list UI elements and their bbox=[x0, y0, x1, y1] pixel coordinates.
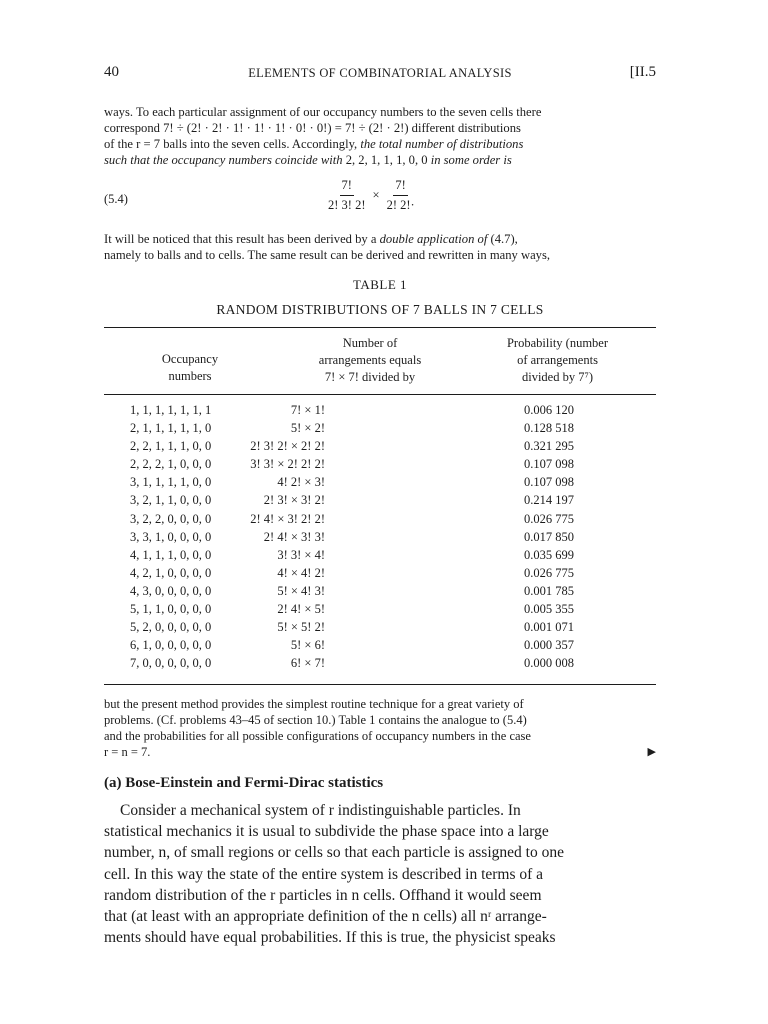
arrangements-cell: 2! 4! × 5! bbox=[277, 602, 325, 617]
table-row bbox=[104, 439, 656, 457]
paragraph-2-line-1-ref: (4.7), bbox=[490, 232, 518, 246]
arrangements-cell: 4! × 4! 2! bbox=[277, 565, 325, 580]
paragraph-1-line-4 bbox=[104, 152, 658, 168]
table-row bbox=[104, 548, 656, 566]
paragraph-3-line-4-text: r = n = 7. bbox=[104, 745, 151, 759]
table-row bbox=[104, 656, 656, 674]
header-occupancy-line-2: numbers bbox=[168, 369, 212, 383]
section-heading: (a) Bose-Einstein and Fermi-Dirac statistics bbox=[104, 775, 384, 791]
paragraph-1-line-4-italic: such that the occupancy numbers coincide with bbox=[104, 153, 343, 167]
probability-cell: 0.107 098 bbox=[524, 475, 574, 490]
arrangements-cell: 2! 3! 2! × 2! 2! bbox=[250, 439, 325, 454]
paragraph-4-line-3: number, n, of small regions or cells so that each particle is assigned to one bbox=[104, 844, 564, 862]
arrangements-cell: 4! 2! × 3! bbox=[277, 475, 325, 490]
table-row bbox=[104, 457, 656, 475]
probability-cell: 0.006 120 bbox=[524, 403, 574, 417]
header-probability-line-1: Probability (number bbox=[506, 336, 609, 350]
table-row bbox=[104, 584, 656, 602]
probability-cell: 0.026 775 bbox=[524, 565, 574, 580]
paragraph-2-line-2: namely to balls and to cells. The same result can be derived and rewritten in many ways, bbox=[104, 248, 551, 262]
table-header-rule bbox=[104, 394, 656, 395]
paragraph-3-line-2: problems. (Cf. problems 43–45 of section 10.) Table 1 contains the analogue to (5.4) bbox=[104, 713, 527, 727]
arrangements-cell: 5! × 5! 2! bbox=[277, 620, 325, 635]
fraction-1-numerator: 7! bbox=[340, 178, 354, 196]
equation-fraction-1 bbox=[326, 178, 368, 213]
probability-cell: 0.035 699 bbox=[524, 547, 574, 562]
occupancy-cell: 2, 2, 1, 1, 1, 0, 0 bbox=[130, 439, 212, 454]
occupancy-cell: 4, 3, 0, 0, 0, 0, 0 bbox=[130, 583, 212, 598]
probability-cell: 0.026 775 bbox=[524, 511, 574, 526]
arrangements-cell: 5! × 6! bbox=[290, 638, 325, 653]
header-arrangements bbox=[290, 335, 450, 386]
table-row bbox=[104, 475, 656, 493]
table-row bbox=[104, 493, 656, 511]
paragraph-4 bbox=[104, 800, 658, 948]
occupancy-cell: 5, 2, 0, 0, 0, 0, 0 bbox=[130, 620, 212, 635]
probability-cell: 0.107 098 bbox=[524, 457, 574, 472]
table-body bbox=[104, 403, 656, 674]
arrangements-cell: 7! × 1! bbox=[290, 403, 325, 417]
equation-5-4 bbox=[326, 178, 417, 213]
paragraph-3-line-4 bbox=[104, 744, 658, 760]
paragraph-1-line-4-numbers: 2, 2, 1, 1, 1, 0, 0 bbox=[345, 153, 428, 167]
paragraph-3-line-3: and the probabilities for all possible configurations of occupancy numbers in the case bbox=[104, 729, 531, 743]
occupancy-cell: 2, 1, 1, 1, 1, 1, 0 bbox=[130, 421, 212, 436]
occupancy-cell: 2, 2, 2, 1, 0, 0, 0 bbox=[130, 457, 212, 472]
occupancy-cell: 3, 2, 2, 0, 0, 0, 0 bbox=[130, 511, 212, 526]
table-row bbox=[104, 620, 656, 638]
paragraph-1-line-2: correspond 7! ÷ (2! · 2! · 1! · 1! · 1! · 0! · 0!) = 7! ÷ (2! · 2!) different distributions bbox=[104, 121, 521, 135]
probability-cell: 0.128 518 bbox=[524, 421, 574, 436]
probability-cell: 0.001 785 bbox=[524, 583, 574, 598]
probability-cell: 0.000 357 bbox=[524, 638, 574, 653]
header-probability-line-2: of arrangements bbox=[517, 353, 598, 367]
paragraph-1-line-4-italic-end: in some order is bbox=[430, 153, 512, 167]
header-occupancy-line-1: Occupancy bbox=[161, 352, 219, 366]
fraction-1-denominator: 2! 3! 2! bbox=[328, 198, 366, 212]
probability-cell: 0.214 197 bbox=[524, 493, 574, 508]
paragraph-4-line-4: cell. In this way the state of the entire system is described in terms of a bbox=[104, 865, 544, 883]
arrangements-cell: 2! 4! × 3! 2! 2! bbox=[250, 511, 325, 526]
paragraph-2 bbox=[104, 231, 658, 263]
occupancy-cell: 4, 1, 1, 1, 0, 0, 0 bbox=[130, 547, 212, 562]
occupancy-cell: 7, 0, 0, 0, 0, 0, 0 bbox=[130, 656, 212, 671]
header-occupancy bbox=[115, 351, 265, 385]
table-row bbox=[104, 512, 656, 530]
equation-fraction-2 bbox=[385, 178, 417, 213]
equation-label: (5.4) bbox=[104, 192, 128, 206]
table-row bbox=[104, 530, 656, 548]
probability-cell: 0.017 850 bbox=[524, 529, 574, 544]
table-label: TABLE 1 bbox=[352, 277, 408, 292]
fraction-2-denominator: 2! 2!· bbox=[386, 198, 415, 212]
occupancy-cell: 3, 3, 1, 0, 0, 0, 0 bbox=[130, 529, 212, 544]
paragraph-4-line-5: random distribution of the r particles in n cells. Offhand it would seem bbox=[104, 886, 542, 904]
table-row bbox=[104, 421, 656, 439]
arrangements-cell: 5! × 4! 3! bbox=[277, 583, 325, 598]
table-row bbox=[104, 638, 656, 656]
paragraph-1 bbox=[104, 104, 658, 168]
header-probability-line-3: divided by 7⁷) bbox=[521, 370, 593, 384]
table-top-rule bbox=[104, 327, 656, 328]
table-bottom-rule bbox=[104, 684, 656, 685]
paragraph-1-line-3-text: of the r = 7 balls into the seven cells. Accordingly, bbox=[104, 137, 358, 151]
paragraph-4-line-2: statistical mechanics it is usual to subdivide the phase space into a large bbox=[104, 823, 549, 841]
occupancy-cell: 6, 1, 0, 0, 0, 0, 0 bbox=[130, 638, 212, 653]
paragraph-1-line-3-italic: the total number of distributions bbox=[360, 137, 524, 151]
end-of-example-icon: ▶ bbox=[647, 746, 656, 758]
paragraph-4-line-7: ments should have equal probabilities. If this is true, the physicist speaks bbox=[104, 929, 556, 947]
running-title: ELEMENTS OF COMBINATORIAL ANALYSIS bbox=[248, 66, 512, 80]
table-row bbox=[104, 602, 656, 620]
arrangements-cell: 3! 3! × 2! 2! 2! bbox=[250, 457, 325, 472]
paragraph-2-line-1-text: It will be noticed that this result has been derived by a bbox=[104, 232, 377, 246]
fraction-2-numerator: 7! bbox=[393, 178, 407, 196]
header-arrangements-line-2: arrangements equals bbox=[318, 353, 422, 367]
probability-cell: 0.005 355 bbox=[524, 602, 574, 617]
header-probability bbox=[470, 335, 645, 386]
paragraph-3-line-1: but the present method provides the simplest routine technique for a great variety of bbox=[104, 697, 524, 711]
probability-cell: 0.001 071 bbox=[524, 620, 574, 635]
occupancy-cell: 5, 1, 1, 0, 0, 0, 0 bbox=[130, 602, 212, 617]
paragraph-2-line-1-italic: double application of bbox=[379, 232, 488, 246]
occupancy-cell: 3, 2, 1, 1, 0, 0, 0 bbox=[130, 493, 212, 508]
probability-cell: 0.000 008 bbox=[524, 656, 574, 671]
header-arrangements-line-1: Number of bbox=[342, 336, 398, 350]
paragraph-1-line-1: ways. To each particular assignment of our occupancy numbers to the seven cells there bbox=[104, 105, 542, 119]
occupancy-cell: 1, 1, 1, 1, 1, 1, 1 bbox=[130, 403, 212, 417]
arrangements-cell: 6! × 7! bbox=[290, 656, 325, 671]
arrangements-cell: 3! 3! × 4! bbox=[277, 547, 325, 562]
table-row bbox=[104, 403, 656, 421]
occupancy-cell: 4, 2, 1, 0, 0, 0, 0 bbox=[130, 565, 212, 580]
arrangements-cell: 2! 4! × 3! 3! bbox=[263, 529, 325, 544]
paragraph-3 bbox=[104, 696, 658, 760]
paragraph-4-line-1: Consider a mechanical system of r indistinguishable particles. In bbox=[120, 802, 521, 819]
occupancy-cell: 3, 1, 1, 1, 1, 0, 0 bbox=[130, 475, 212, 490]
arrangements-cell: 2! 3! × 3! 2! bbox=[263, 493, 325, 508]
times-sign: × bbox=[372, 188, 380, 202]
section-number: [II.5 bbox=[629, 64, 656, 80]
header-arrangements-line-3: 7! × 7! divided by bbox=[324, 370, 416, 384]
page-number: 40 bbox=[104, 64, 119, 80]
table-row bbox=[104, 566, 656, 584]
paragraph-2-line-1 bbox=[104, 231, 658, 247]
probability-cell: 0.321 295 bbox=[524, 439, 574, 454]
paragraph-4-line-6: that (at least with an appropriate definition of the n cells) all nʳ arrange- bbox=[104, 908, 547, 926]
running-header bbox=[104, 64, 656, 86]
arrangements-cell: 5! × 2! bbox=[290, 421, 325, 436]
table-title: RANDOM DISTRIBUTIONS OF 7 BALLS IN 7 CELLS bbox=[216, 302, 544, 317]
paragraph-1-line-3 bbox=[104, 136, 658, 152]
